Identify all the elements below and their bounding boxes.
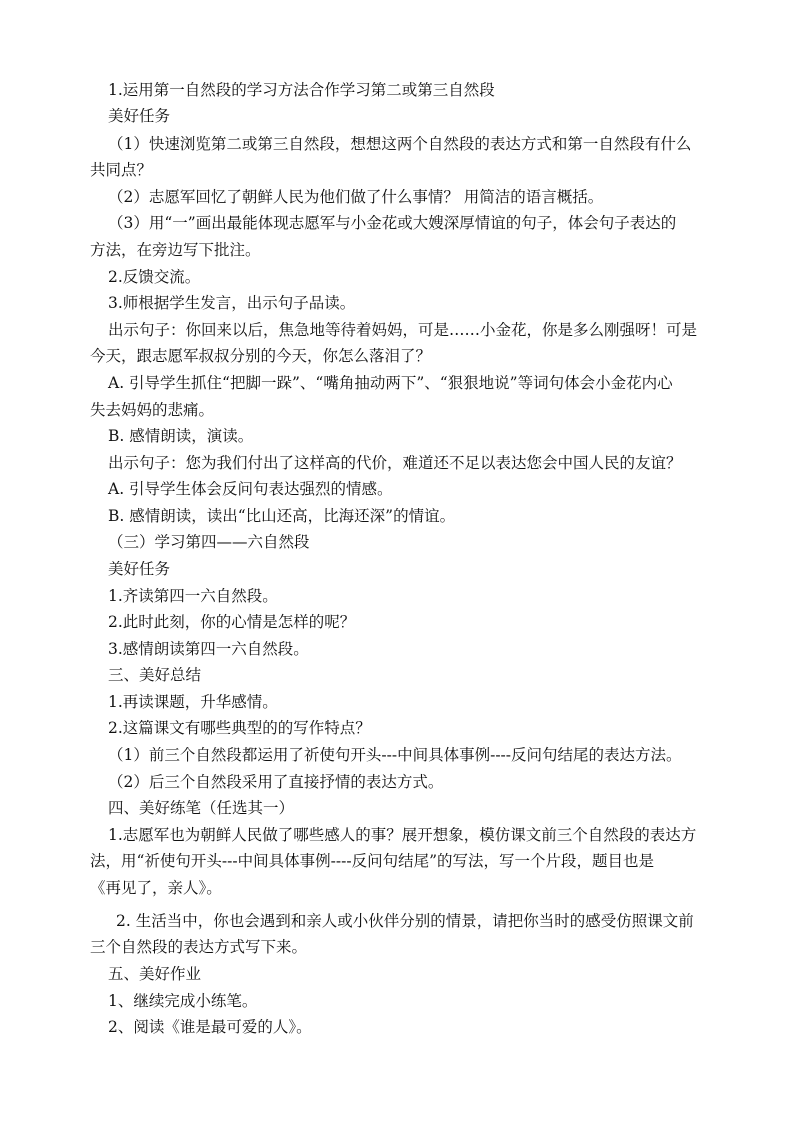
text-line: 3.师根据学生发言，出示句子品读。	[108, 294, 356, 312]
text-line: 三、美好总结	[108, 666, 202, 684]
text-line: 2.这篇课文有哪些典型的的写作特点？	[108, 719, 371, 737]
text-line: 出示句子：你回来以后，焦急地等待着妈妈，可是……小金花，你是多么刚强呀！可是	[108, 321, 698, 339]
text-line: 美好任务	[108, 107, 171, 125]
text-line: 《再见了，亲人》。	[90, 879, 222, 897]
text-line: 四、美好练笔（任选其一）	[108, 799, 295, 817]
text-line: （2）后三个自然段采用了直接抒情的表达方式。	[108, 773, 444, 791]
text-line: 1.齐读第四一六自然段。	[108, 587, 278, 605]
text-line: 美好任务	[108, 560, 171, 578]
text-line: 法，用“祈使句开头---中间具体事例----反问句结尾”的写法，写一个片段，题目也是	[90, 852, 655, 870]
text-line: 出示句子：您为我们付出了这样高的代价，难道还不足以表达您会中国人民的友谊？	[108, 454, 682, 472]
text-line: 五、美好作业	[108, 965, 202, 983]
text-line: （2）志愿军回忆了朝鲜人民为他们做了什么事情？ 用简洁的语言概括。	[108, 188, 604, 206]
text-line: 2.此时此刻，你的心情是怎样的呢？	[108, 613, 356, 631]
text-line: 3.感情朗读第四一六自然段。	[108, 640, 309, 658]
text-line: 共同点？	[90, 161, 153, 179]
text-line: 2、阅读《谁是最可爱的人》。	[108, 1018, 312, 1036]
text-line: B. 感情朗读，演读。	[108, 427, 254, 445]
text-line: （1）前三个自然段都运用了祈使句开头---中间具体事例----反问句结尾的表达方法。	[108, 746, 682, 764]
text-line: （三）学习第四——六自然段	[108, 533, 310, 551]
text-line: 1.再读课题，升华感情。	[108, 693, 278, 711]
text-line: （1）快速浏览第二或第三自然段，想想这两个自然段的表达方式和第一自然段有什么	[108, 135, 692, 153]
text-line: A. 引导学生体会反问句表达强烈的情感。	[108, 480, 393, 498]
text-line: （3）用“一”画出最能体现志愿军与小金花或大嫂深厚情谊的句子，体会句子表达的	[108, 214, 677, 232]
text-line: 1.运用第一自然段的学习方法合作学习第二或第三自然段	[108, 81, 495, 99]
text-line: 1、继续完成小练笔。	[108, 992, 258, 1010]
text-line: B. 感情朗读，读出“比山还高，比海还深”的情谊。	[108, 507, 456, 525]
text-line: 今天，跟志愿军叔叔分别的今天，你怎么落泪了？	[90, 347, 432, 365]
text-line: 方法，在旁边写下批注。	[90, 241, 261, 259]
text-line: A. 引导学生抓住“把脚一跺”、“嘴角抽动两下”、“狠狠地说”等词句体会小金花内心	[108, 374, 673, 392]
text-line: 2.反馈交流。	[108, 268, 201, 286]
text-line: 1.志愿军也为朝鲜人民做了哪些感人的事？展开想象，模仿课文前三个自然段的表达方	[108, 826, 697, 844]
text-line: 2. 生活当中，你也会遇到和亲人或小伙伴分别的情景，请把你当时的感受仿照课文前	[116, 912, 694, 930]
text-line: 失去妈妈的悲痛。	[90, 401, 215, 419]
text-line: 三个自然段的表达方式写下来。	[90, 938, 308, 956]
